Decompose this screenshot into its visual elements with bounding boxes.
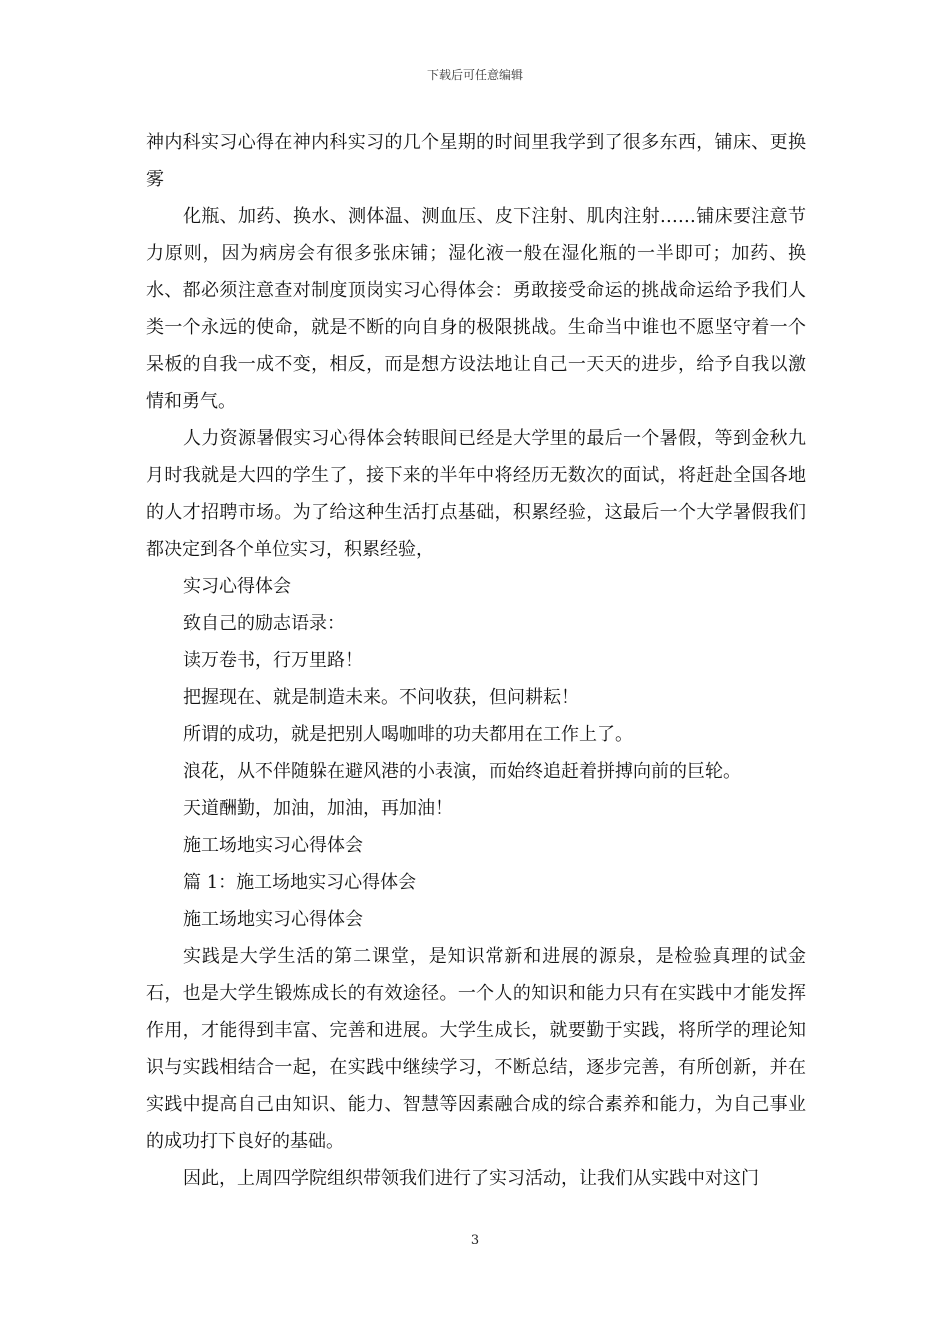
- section-heading: 施工场地实习心得体会: [183, 835, 363, 856]
- quote-line: 天道酬勤，加油，加油，再加油！: [183, 798, 453, 819]
- document-body: [146, 124, 806, 1197]
- section-heading: 篇 1：施工场地实习心得体会: [183, 872, 417, 893]
- quote-line: 把握现在、就是制造未来。不问收获，但问耕耘！: [183, 687, 579, 708]
- paragraph: 化瓶、加药、换水、测体温、测血压、皮下注射、肌肉注射……铺床要注意节力原则，因为病房会有很多张床铺；湿化液一般在湿化瓶的一半即可；加药、换水、都必须注意查对制度顶岗实习心得体会：勇敢接受命运的挑战命运给予我们人类一个永远的使命，就是不断的向自身的极限挑战。生命当中谁也不愿坚守着一个呆板的自我一成不变，相反，而是想方设法地让自己一天天的进步，给予自我以激情和勇气。: [146, 206, 806, 412]
- section-heading: 施工场地实习心得体会: [183, 909, 363, 930]
- quote-line: 所谓的成功，就是把别人喝咖啡的功夫都用在工作上了。: [183, 724, 633, 745]
- paragraph: 实践是大学生活的第二课堂，是知识常新和进展的源泉，是检验真理的试金石，也是大学生锻炼成长的有效途径。一个人的知识和能力只有在实践中才能发挥作用，才能得到丰富、完善和进展。大学生成长，就要勤于实践，将所学的理论知识与实践相结合一起，在实践中继续学习，不断总结，逐步完善，有所创新，并在实践中提高自己由知识、能力、智慧等因素融合成的综合素养和能力，为自己事业的成功打下良好的基础。: [146, 946, 806, 1152]
- paragraph: 人力资源暑假实习心得体会转眼间已经是大学里的最后一个暑假，等到金秋九月时我就是大四的学生了，接下来的半年中将经历无数次的面试，将赶赴全国各地的人才招聘市场。为了给这种生活打点基础，积累经验，这最后一个大学暑假我们都决定到各个单位实习，积累经验，: [146, 428, 806, 560]
- paragraph: 致自己的励志语录：: [183, 613, 345, 634]
- section-heading: 实习心得体会: [183, 576, 291, 597]
- paragraph: 神内科实习心得在神内科实习的几个星期的时间里我学到了很多东西，铺床、更换雾: [146, 132, 806, 190]
- quote-line: 读万卷书，行万里路！: [183, 650, 363, 671]
- page-header: 下载后可任意编辑: [426, 68, 523, 82]
- quote-line: 浪花，从不伴随躲在避风港的小表演，而始终追赶着拼搏向前的巨轮。: [183, 761, 741, 782]
- page-number: 3: [470, 1233, 480, 1248]
- paragraph: 因此，上周四学院组织带领我们进行了实习活动，让我们从实践中对这门: [183, 1168, 759, 1189]
